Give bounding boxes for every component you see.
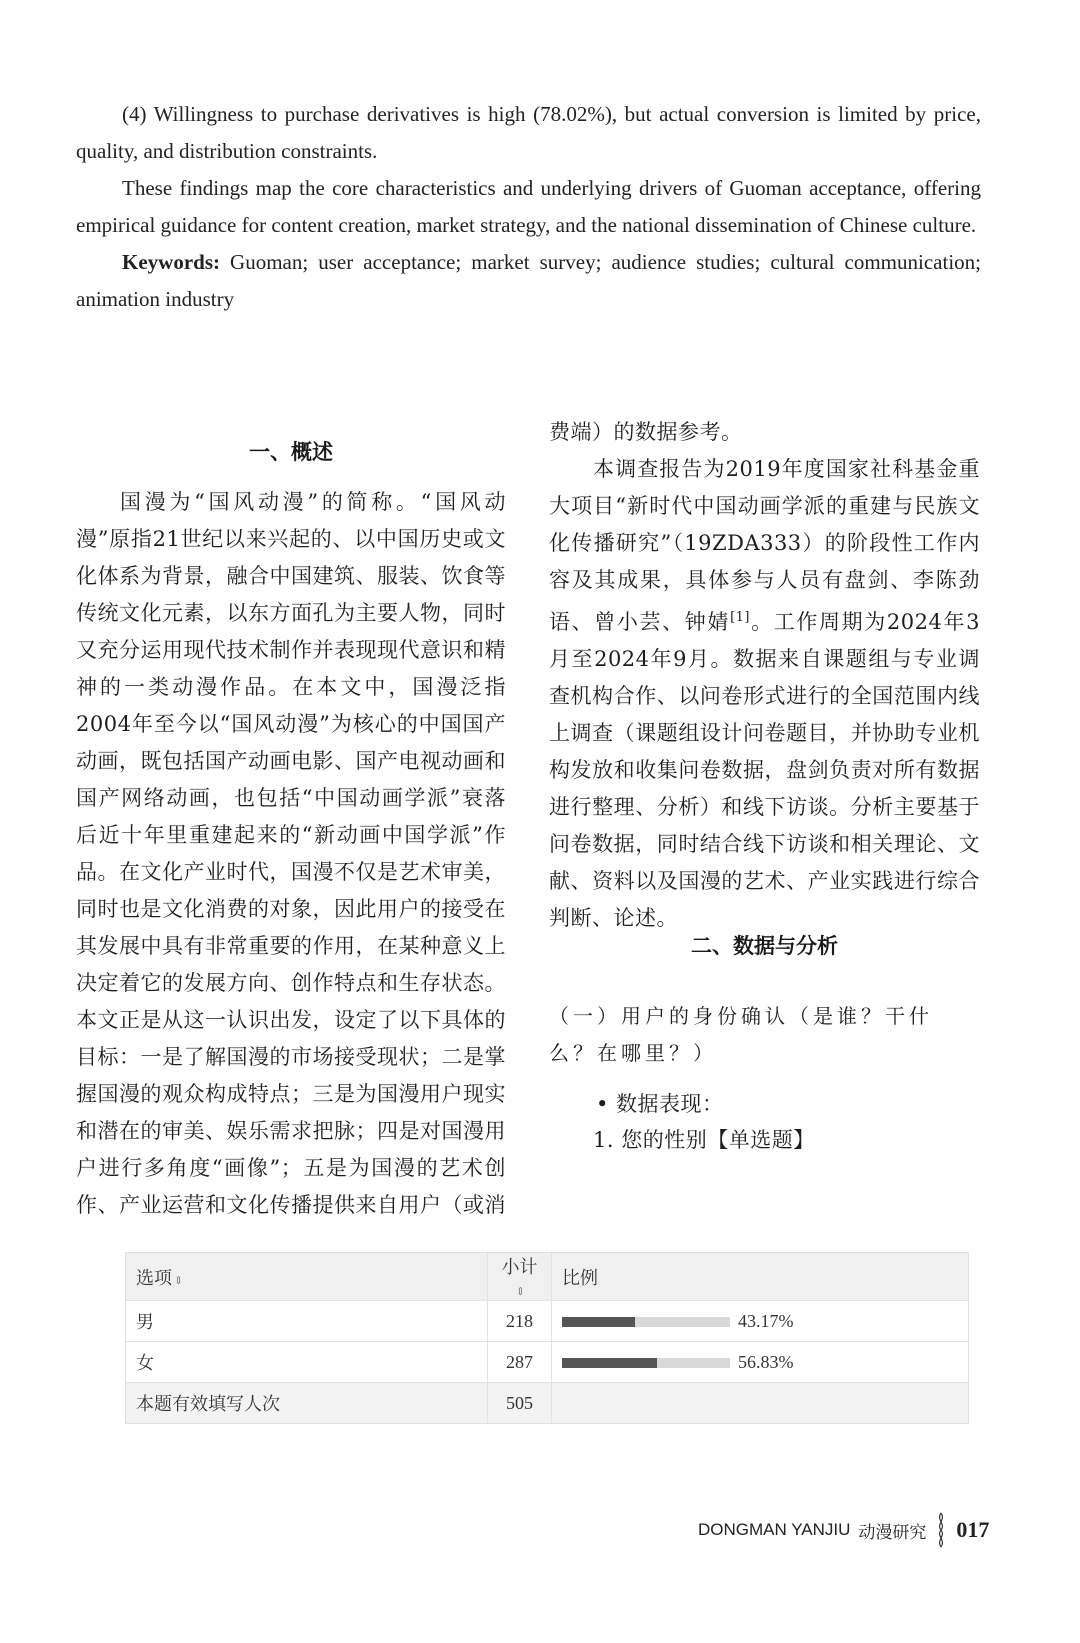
table-row (126, 1342, 969, 1383)
progress-fill (562, 1358, 657, 1368)
col-count-label: 小计 (501, 1257, 538, 1277)
option-cell: 女 (126, 1342, 488, 1383)
page-number: 017 (956, 1517, 990, 1542)
count-cell: 287 (488, 1342, 552, 1383)
left-column (76, 484, 506, 1224)
section-1-heading: 一、概述 (249, 440, 333, 464)
count-cell: 218 (488, 1301, 552, 1342)
report-text-b: 。工作周期为2024年3月至2024年9月。数据来自课题组与专业调查机构合作、以问卷形式进行的全国范围内线上调查（课题组设计问卷题目，并协助专业机构发放和收集问卷数据，盘剑负责对所有数据进行整理、分析）和线下访谈。分析主要基于问卷数据，同时结合线下访谈和相关理论、文献、资料以及国漫的艺术、产业实践进行综合判断、论述。 (549, 610, 981, 930)
keywords-label: Keywords: (122, 250, 220, 274)
progress-bar (562, 1317, 730, 1327)
journal-name-en: DONGMAN YANJIU (698, 1520, 851, 1539)
table-header-row (126, 1253, 969, 1301)
report-text-a: 本调查报告为2019年度国家社科基金重大项目“新时代中国动画学派的重建与民族文化传播研究”（19ZDA333）的阶段性工作内容及其成果，具体参与人员有盘剑、李陈劲语、曾小芸、钟婧 (549, 457, 980, 634)
citation-1: [1] (730, 610, 750, 625)
table-row (126, 1301, 969, 1342)
survey-table-wrap (125, 1252, 969, 1424)
survey-table (125, 1252, 969, 1424)
journal-name-cn: 动漫研究 (858, 1522, 927, 1543)
question-title: 1. 您的性别【单选题】 (593, 1128, 815, 1152)
col-ratio (552, 1253, 969, 1301)
total-count: 505 (488, 1383, 552, 1424)
section-2-heading: 二、数据与分析 (691, 934, 838, 958)
progress-bar (562, 1358, 730, 1368)
continued-text: 费端）的数据参考。 (549, 420, 743, 444)
option-cell: 男 (126, 1301, 488, 1342)
subsection-heading: （一）用户的身份确认（是谁？干什么？在哪里？） (549, 1004, 933, 1065)
ratio-cell (552, 1342, 969, 1383)
footer (698, 1512, 989, 1548)
progress-fill (562, 1317, 635, 1327)
section-1-paragraph: 国漫为“国风动漫”的简称。“国风动漫”原指21世纪以来兴起的、以中国历史或文化体系为背景，融合中国建筑、服装、饮食等传统文化元素，以东方面孔为主要人物，同时又充分运用现代技术制作并表现现代意识和精神的一类动漫作品。在本文中，国漫泛指2004年至今以“国风动漫”为核心的中国国产动画，既包括国产动画电影、国产电视动画和国产网络动画，也包括“中国动画学派”衰落后近十年里重建起来的“新动画中国学派”作品。在文化产业时代，国漫不仅是艺术审美，同时也是文化消费的对象，因此用户的接受在其发展中具有非常重要的作用，在某种意义上决定着它的发展方向、创作特点和生存状态。本文正是从这一认识出发，设定了以下具体的目标：一是了解国漫的市场接受现状；二是掌握国漫的观众构成特点；三是为国漫用户现实和潜在的审美、娱乐需求把脉；四是对国漫用户进行多角度“画像”；五是为国漫的艺术创作、产业运营和文化传播提供来自用户（或消 (76, 490, 506, 1217)
english-abstract (76, 96, 981, 318)
ratio-cell (552, 1301, 969, 1342)
total-empty (552, 1383, 969, 1424)
right-column (549, 414, 980, 937)
col-ratio-label: 比例 (562, 1267, 598, 1288)
col-option-label: 选项 (136, 1267, 172, 1288)
total-label: 本题有效填写人次 (126, 1383, 488, 1424)
ornament-icon (934, 1512, 948, 1548)
percent-label: 43.17% (738, 1311, 794, 1332)
keywords-text: Guoman; user acceptance; market survey; audience studies; cultural communication; animation industry (76, 250, 981, 311)
report-paragraph (549, 451, 980, 937)
sort-icon[interactable]: ⇕ (515, 1286, 526, 1298)
col-count[interactable] (488, 1253, 552, 1301)
data-bullet: • 数据表现： (596, 1092, 724, 1116)
abstract-item-4: (4) Willingness to purchase derivatives is high (78.02%), but actual conversion is limited by price, quality, and distribution constraints. (76, 102, 981, 163)
abstract-findings: These findings map the core characteristics and underlying drivers of Guoman acceptance, offering empirical guidance for content creation, market strategy, and the national dissemination of Chinese culture. (76, 176, 981, 237)
table-total-row (126, 1383, 969, 1424)
keywords-line (76, 244, 981, 318)
percent-label: 56.83% (738, 1352, 794, 1373)
sort-icon[interactable]: ⇕ (174, 1274, 184, 1287)
col-option[interactable] (126, 1253, 488, 1301)
